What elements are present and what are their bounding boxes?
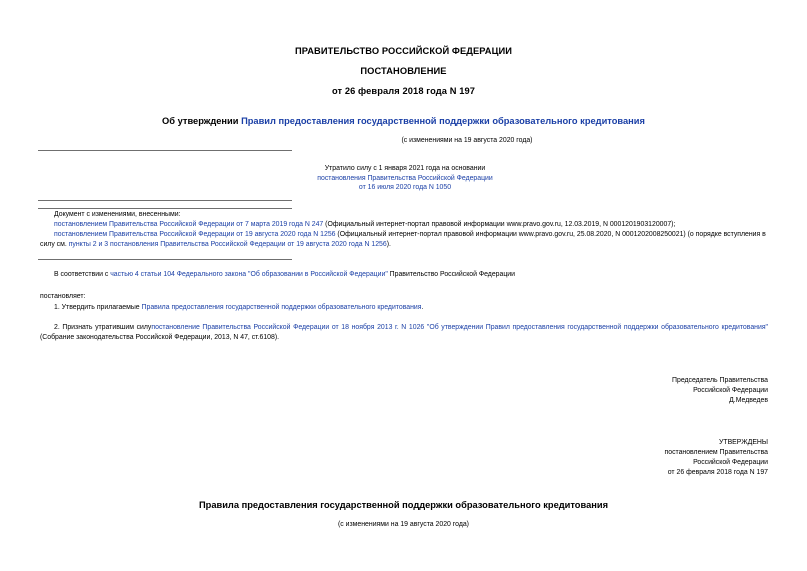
item-1-end: . (421, 304, 424, 311)
paragraph-resolves: постановляет: (40, 293, 86, 300)
rules-link[interactable]: Правила предоставления государственной поддержки образовательного кредитования (141, 304, 422, 311)
divider-line (38, 150, 292, 151)
approval-line-3: Российской Федерации (693, 459, 768, 466)
item-1-text: 1. Утвердить прилагаемые (54, 304, 142, 311)
rules-title: Правила предоставления государственной поддержки образовательного кредитования (198, 500, 609, 510)
divider-line (38, 208, 292, 209)
signature-org: Российской Федерации (693, 387, 768, 394)
title-link[interactable]: Правил предоставления государственной поддержки образовательного кредитования (241, 116, 645, 126)
expired-line: Утратило силу с 1 января 2021 года на основании (324, 165, 486, 172)
amendment-link-1[interactable]: постановлением Правительства Российской Федерации от 7 марта 2019 года N 247 (54, 221, 324, 228)
signature-block (560, 376, 768, 406)
amendment-text-2: (Официальный интернет-портал правовой информации www.pravo.gov.ru, 25.08.2020, N 0001202008250021) (о порядке вступления в силу см. (40, 231, 766, 248)
amended-item-1 (54, 220, 675, 230)
basis-text-end: Правительство Российской Федерации (387, 271, 515, 278)
date-number-heading: от 26 февраля 2018 года N 197 (331, 86, 476, 96)
expired-notice (310, 164, 500, 193)
paragraph-item-2 (40, 323, 768, 343)
approval-heading: УТВЕРЖДЕНЫ (719, 439, 768, 446)
title-prefix: Об утверждении (162, 116, 242, 126)
approval-line-4: от 26 февраля 2018 года N 197 (667, 469, 768, 476)
amendment-link-2[interactable]: постановлением Правительства Российской Федерации от 19 августа 2020 года N 1256 (54, 231, 336, 238)
amendment-link-3[interactable]: пункты 2 и 3 постановления Правительства Российской Федерации от 19 августа 2020 года N 1256 (68, 240, 387, 248)
item-2-end: (Собрание законодательства Российской Федерации, 2013, N 47, ст.6108). (40, 334, 280, 341)
law-link[interactable]: частью 4 статьи 104 Федерального закона "Об образовании в Российской Федерации" (110, 271, 388, 278)
signature-position: Председатель Правительства (672, 377, 768, 384)
amended-intro: Документ с изменениями, внесенными: (54, 211, 181, 218)
divider-line (38, 200, 292, 201)
amendment-text-1: (Официальный интернет-портал правовой информации www.pravo.gov.ru, 12.03.2019, N 0001201903120007); (323, 221, 676, 228)
amendment-text-end: ). (386, 240, 391, 248)
expired-link-line2[interactable]: от 16 июля 2020 года N 1050 (358, 184, 452, 192)
item-2-text: 2. Признать утратившим силу (54, 324, 152, 331)
rules-changes-note: (с изменениями на 19 августа 2020 года) (338, 521, 469, 528)
approval-block (560, 438, 768, 478)
divider-line (38, 259, 292, 260)
signature-name: Д.Медведев (729, 397, 768, 404)
expired-link-line1[interactable]: постановления Правительства Российской Федерации (317, 174, 493, 182)
amended-item-2 (40, 230, 770, 249)
paragraph-basis (54, 270, 515, 280)
changes-note: (с изменениями на 19 августа 2020 года) (401, 137, 533, 144)
approval-line-2: постановлением Правительства (664, 449, 768, 456)
org-heading: ПРАВИТЕЛЬСТВО РОССИЙСКОЙ ФЕДЕРАЦИИ (294, 46, 513, 56)
basis-text: В соответствии с (54, 271, 111, 278)
doc-type-heading: ПОСТАНОВЛЕНИЕ (360, 66, 447, 76)
paragraph-item-1 (54, 303, 423, 313)
document-title (0, 116, 807, 126)
repealed-act-link[interactable]: постановление Правительства Российской Федерации от 18 ноября 2013 г. N 1026 "Об утверждении Правил предоставления государственной поддержки образовательного кредитования" (151, 324, 768, 331)
